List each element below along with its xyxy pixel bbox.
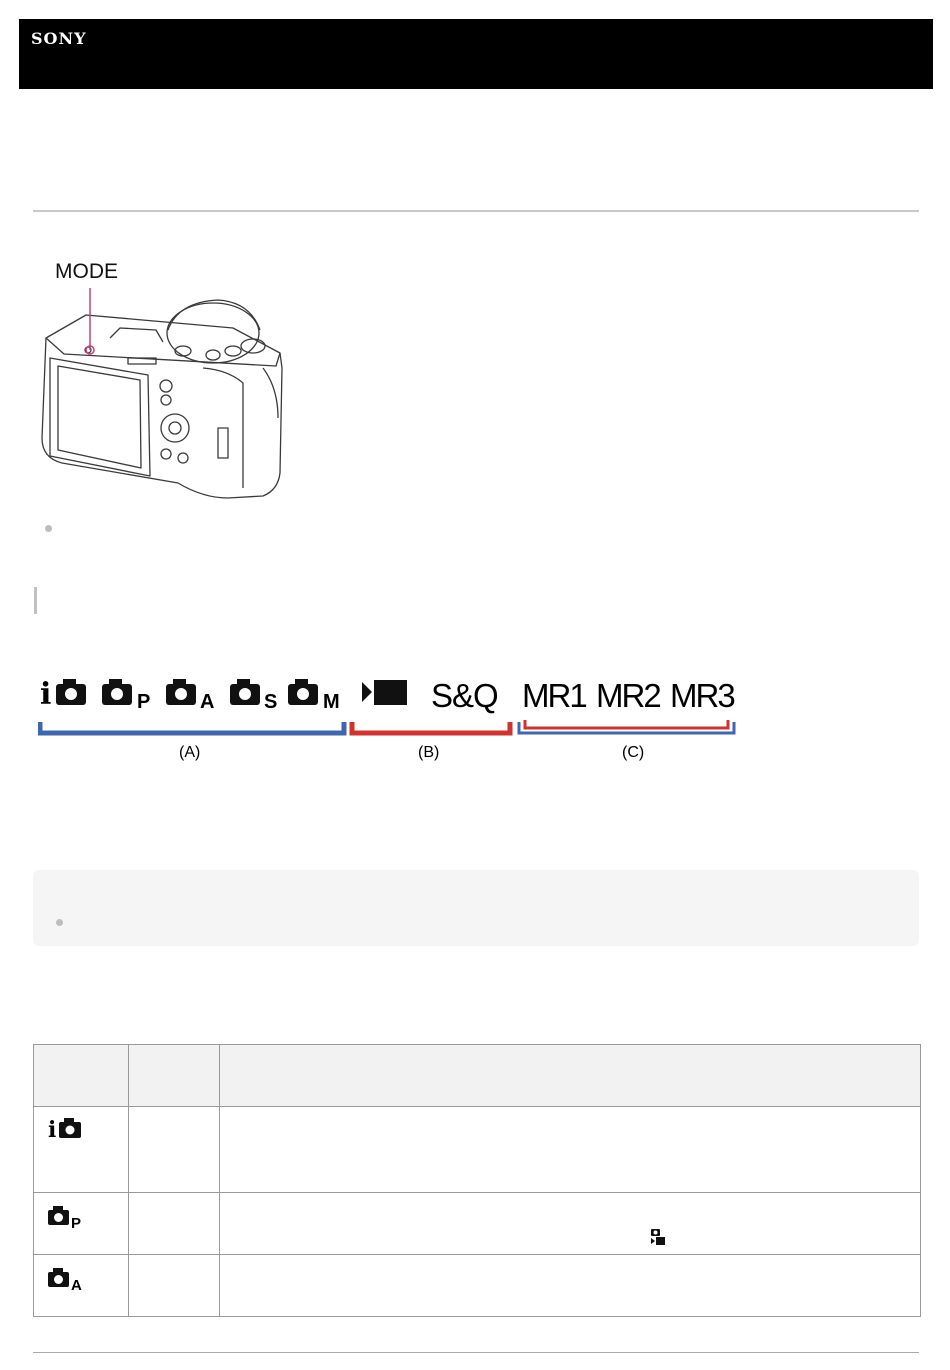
note-box bbox=[33, 870, 919, 946]
section-marker bbox=[34, 587, 37, 614]
program-auto-icon bbox=[48, 1201, 88, 1229]
page-header bbox=[19, 19, 933, 89]
svg-text:i: i bbox=[40, 677, 52, 712]
s-subscript: S bbox=[264, 691, 278, 713]
intelligent-auto-icon bbox=[48, 1115, 88, 1141]
row-mode-cell bbox=[129, 1255, 220, 1317]
svg-text:A: A bbox=[71, 1277, 82, 1291]
camera-illustration bbox=[28, 258, 298, 508]
group-a-bracket bbox=[40, 722, 344, 733]
mode-button-label: MODE bbox=[55, 260, 118, 283]
movie-icon bbox=[362, 680, 407, 705]
next-row-border bbox=[33, 1352, 919, 1353]
group-a-label: (A) bbox=[179, 744, 201, 761]
row-description-cell bbox=[220, 1255, 921, 1317]
list-bullet bbox=[45, 525, 52, 532]
manual-exposure-icon bbox=[288, 679, 340, 713]
mr3-label: MR3 bbox=[670, 677, 734, 714]
svg-text:P: P bbox=[71, 1215, 82, 1229]
p-subscript: P bbox=[137, 691, 151, 713]
note-bullet bbox=[56, 919, 63, 926]
m-subscript: M bbox=[323, 691, 340, 713]
shutter-priority-icon bbox=[230, 679, 277, 713]
header-cell-icon bbox=[34, 1045, 129, 1107]
row-description-cell bbox=[220, 1107, 921, 1193]
aperture-priority-icon bbox=[166, 679, 214, 713]
title-divider bbox=[33, 210, 919, 212]
a-subscript: A bbox=[200, 691, 215, 713]
header-cell-mode bbox=[129, 1045, 220, 1107]
table-row bbox=[34, 1255, 921, 1317]
camera-drawing bbox=[28, 258, 298, 508]
program-auto-icon bbox=[102, 679, 150, 713]
shooting-mode-table bbox=[33, 1044, 921, 1317]
header-cell-description bbox=[220, 1045, 921, 1107]
mr1-label: MR1 bbox=[522, 677, 586, 714]
mode-dial-diagram bbox=[38, 668, 748, 773]
group-c-label: (C) bbox=[622, 744, 645, 761]
svg-text:i: i bbox=[48, 1117, 57, 1141]
row-description-cell bbox=[220, 1193, 921, 1255]
row-icon-cell bbox=[34, 1193, 129, 1255]
group-b-label: (B) bbox=[418, 744, 440, 761]
group-b-bracket bbox=[352, 722, 510, 733]
sq-mode-label: S&Q bbox=[431, 677, 498, 714]
mr2-label: MR2 bbox=[596, 677, 660, 714]
group-c-bracket-inner bbox=[525, 720, 728, 728]
aperture-priority-icon bbox=[48, 1263, 88, 1291]
table-header-row bbox=[34, 1045, 921, 1107]
table-row bbox=[34, 1193, 921, 1255]
row-mode-cell bbox=[129, 1193, 220, 1255]
row-icon-cell bbox=[34, 1255, 129, 1317]
row-icon-cell bbox=[34, 1107, 129, 1193]
intelligent-auto-icon bbox=[40, 677, 86, 712]
flash-movie-icon bbox=[649, 1227, 667, 1247]
sony-logo: SONY bbox=[31, 29, 87, 48]
table-row bbox=[34, 1107, 921, 1193]
row-mode-cell bbox=[129, 1107, 220, 1193]
